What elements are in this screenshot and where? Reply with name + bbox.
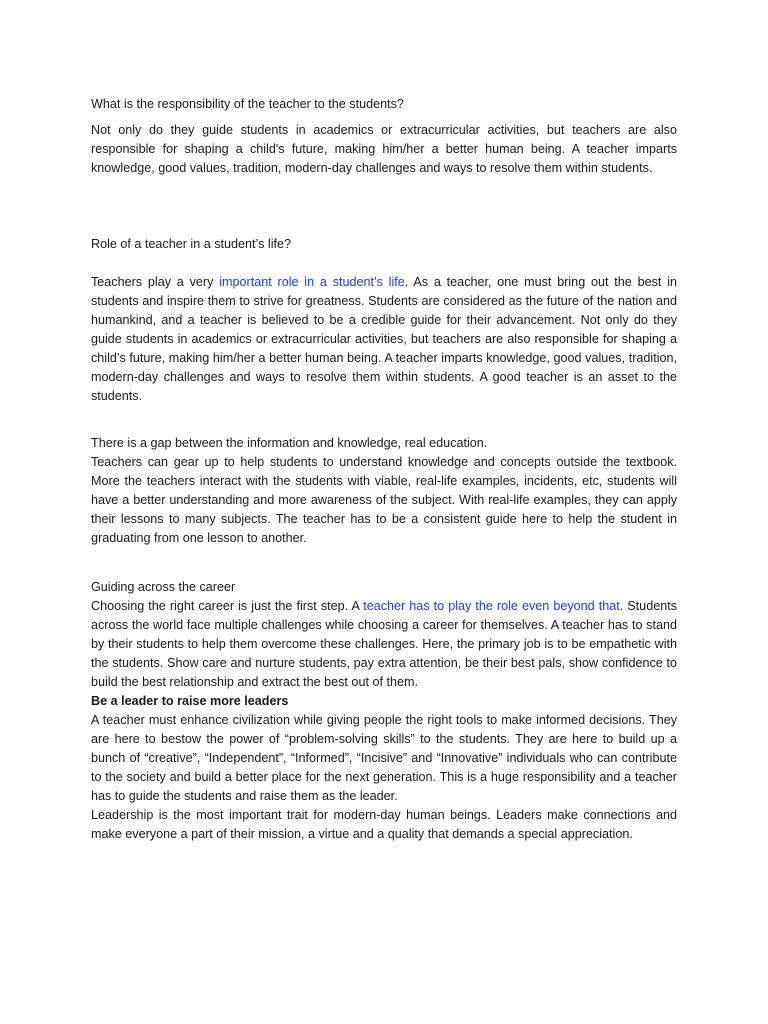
spacer [91,178,677,235]
section-heading-career: Guiding across the career [91,580,236,594]
intro-paragraph: Not only do they guide students in academics or extracurricular activities, but teachers are also responsible for shaping a child's future, making him/her a better human being. A teacher imparts knowledge, good values, tradition, modern-day challenges and ways to resolve them within students. [91,123,677,175]
career-text-start: Choosing the right career is just the first step. A [91,599,364,613]
section-heading-role: Role of a teacher in a student’s life? [91,237,291,251]
role-text-end: . As a teacher, one must bring out the best in students and inspire them to strive for greatness. Students are considered as the future of the nation and humankind, and a teacher is believed to be a credible guide for their advancement. Not only do they guide students in academics or extracurricular activities, but teachers are also responsible for shaping a child’s future, making him/her a better human being. A teacher imparts knowledge, good values, tradition, modern-day challenges and ways to resolve them within students. A good teacher is an asset to the students. [91,275,678,403]
role-text-start: Teachers play a very [91,275,220,289]
leader-paragraph: A teacher must enhance civilization while giving people the right tools to make informed decisions. They are here to bestow the power of “problem-solving skills” to the students. They are here to build up a bunch of “creative”, “Independent”, “Informed”, “Incisive” and “Innovative” individuals who can contribute to the society and build a better place for the next generation. This is a huge responsibility and a teacher has to guide the students and raise them as the leader. [91,713,677,803]
career-link[interactable]: teacher has to play the role even beyond that [363,599,620,613]
section-heading-leader: Be a leader to raise more leaders [91,694,289,708]
role-link[interactable]: important role in a student’s life [219,275,405,289]
career-paragraph [91,597,677,692]
gap-paragraph: Teachers can gear up to help students to understand knowledge and concepts outside the textbook. More the teachers interact with the students with viable, real-life examples, incidents, etc, students will have a better understanding and more awareness of the subject. With real-life examples, they can apply their lessons to many subjects. The teacher has to be a consistent guide here to help the student in graduating from one lesson to another. [91,455,677,545]
career-text-end: . Students across the world face multiple challenges while choosing a career for themselves. A teacher has to stand by their students to help them overcome these challenges. Here, the primary job is to be empathetic with the students. Show care and nurture students, pay extra attention, be their best pals, show confidence to build the best relationship and extract the best out of them. [91,599,677,689]
question-heading: What is the responsibility of the teacher to the students? [91,97,404,111]
leadership-paragraph: Leadership is the most important trait for modern-day human beings. Leaders make connections and make everyone a part of their mission, a virtue and a quality that demands a special appreciation. [91,808,677,841]
spacer [91,254,677,273]
document-page [91,95,677,844]
role-paragraph [91,273,677,406]
section-heading-gap: There is a gap between the information and knowledge, real education. [91,436,488,450]
spacer [91,406,677,434]
spacer [91,548,677,578]
